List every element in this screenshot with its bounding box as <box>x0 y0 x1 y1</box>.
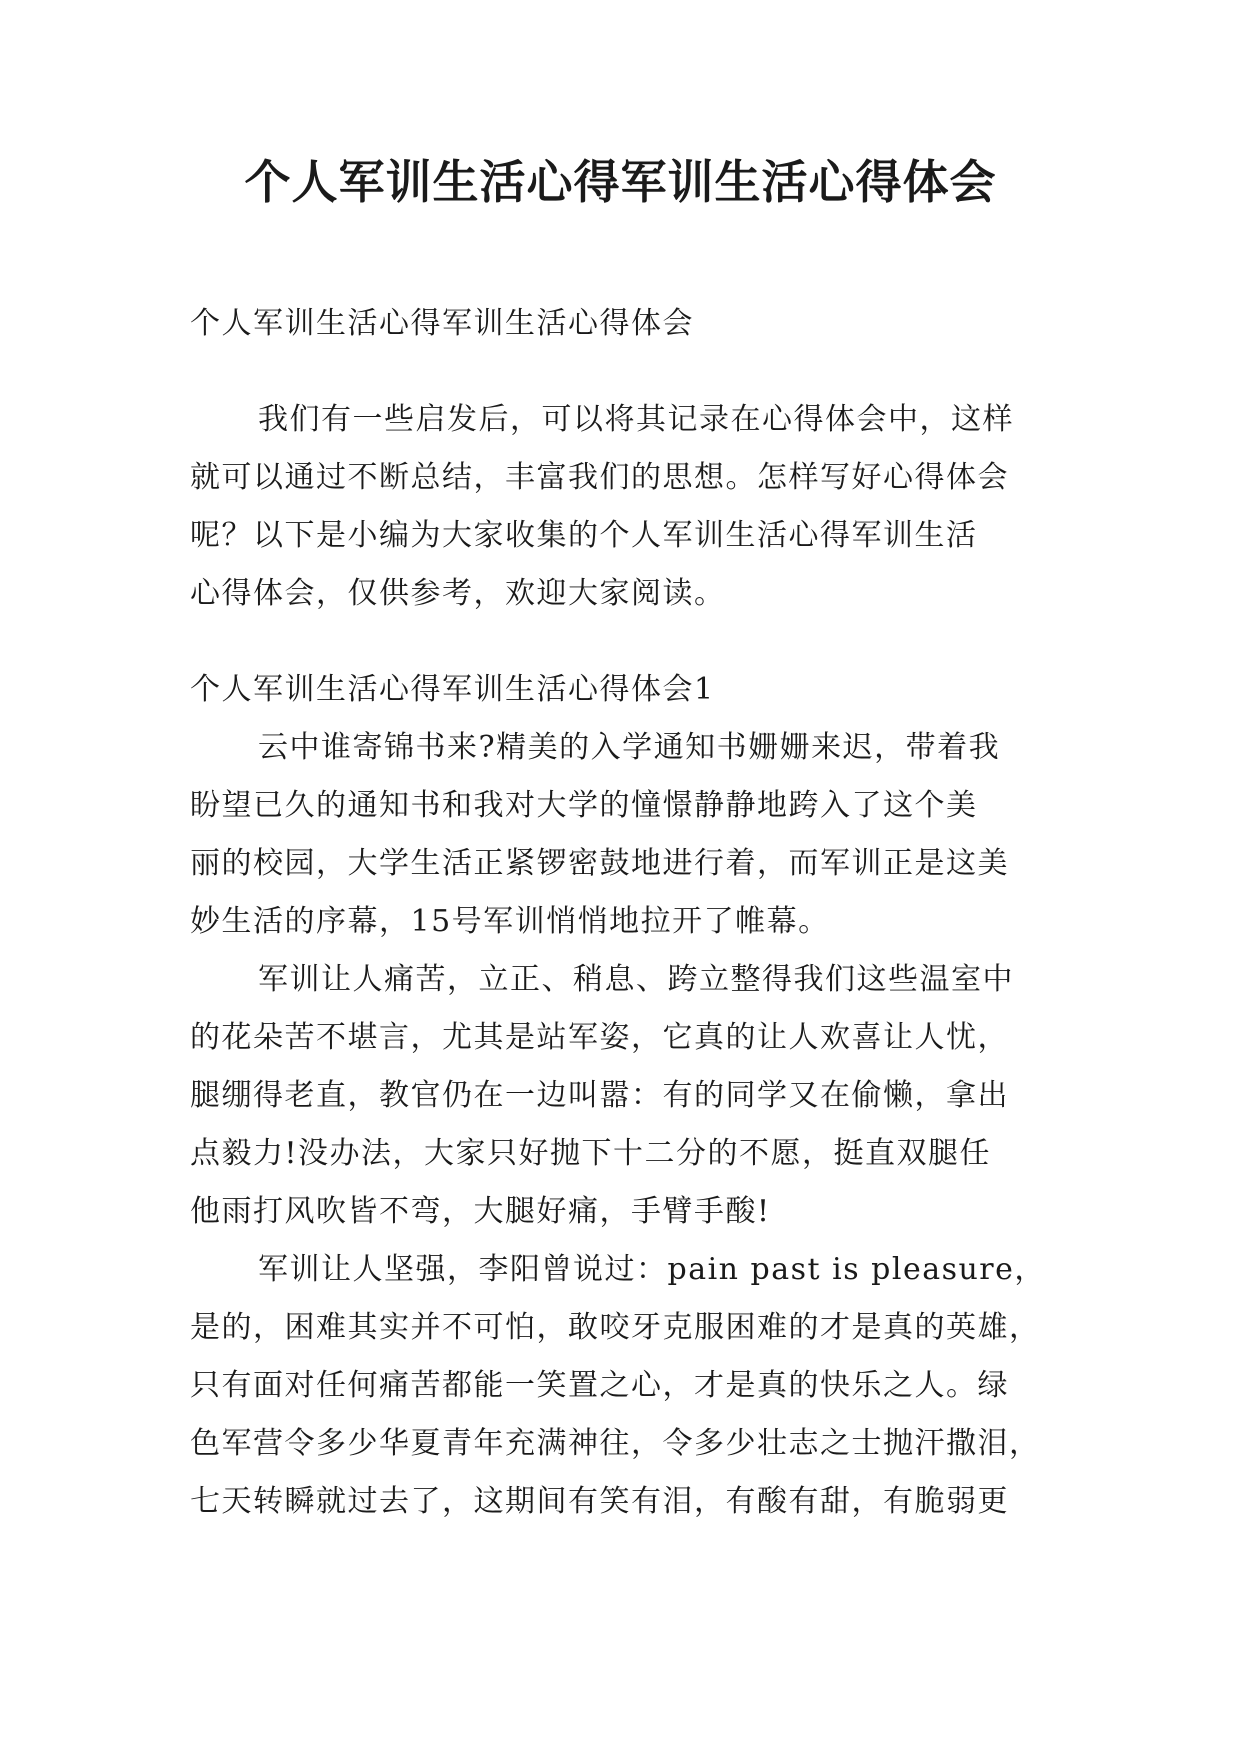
paragraph-line: 是的，困难其实并不可怕，敢咬牙克服困难的才是真的英雄， <box>190 1310 1041 1345</box>
body-paragraph-3 <box>190 1241 1056 1531</box>
paragraph-line: 七天转瞬就过去了，这期间有笑有泪，有酸有甜，有脆弱更 <box>190 1484 1009 1519</box>
body-paragraph-1 <box>190 719 1056 951</box>
paragraph-line: 妙生活的序幕，15号军训悄悄地拉开了帷幕。 <box>190 904 830 939</box>
paragraph-line: 我们有一些启发后，可以将其记录在心得体会中，这样 <box>258 402 1014 437</box>
paragraph-line: 点毅力!没办法，大家只好抛下十二分的不愿，挺直双腿任 <box>190 1136 992 1171</box>
paragraph-line: 就可以通过不断总结，丰富我们的思想。怎样写好心得体会 <box>190 460 1009 495</box>
paragraph-line: 呢？以下是小编为大家收集的个人军训生活心得军训生活 <box>190 518 978 553</box>
section-heading: 个人军训生活心得军训生活心得体会1 <box>190 672 715 707</box>
paragraph-line: 军训让人痛苦，立正、稍息、跨立整得我们这些温室中 <box>258 962 1014 997</box>
paragraph-line: 的花朵苦不堪言，尤其是站军姿，它真的让人欢喜让人忧， <box>190 1020 1009 1055</box>
intro-paragraph <box>190 391 1056 623</box>
paragraph-line: 色军营令多少华夏青年充满神往，令多少壮志之士抛汗撒泪， <box>190 1426 1041 1461</box>
paragraph-line: 心得体会，仅供参考，欢迎大家阅读。 <box>190 576 726 611</box>
paragraph-line: 只有面对任何痛苦都能一笑置之心，才是真的快乐之人。绿 <box>190 1368 1009 1403</box>
document-body <box>190 295 1056 1531</box>
paragraph-line: 盼望已久的通知书和我对大学的憧憬静静地跨入了这个美 <box>190 788 978 823</box>
paragraph-line: 丽的校园，大学生活正紧锣密鼓地进行着，而军训正是这美 <box>190 846 1009 881</box>
body-paragraph-2 <box>190 951 1056 1241</box>
document-title: 个人军训生活心得军训生活心得体会 <box>244 155 997 209</box>
paragraph-line: 军训让人坚强，李阳曾说过：pain past is pleasure， <box>258 1252 1046 1287</box>
document-subtitle: 个人军训生活心得军训生活心得体会 <box>190 306 694 341</box>
paragraph-line: 云中谁寄锦书来?精美的入学通知书姗姗来迟，带着我 <box>258 730 1001 765</box>
paragraph-line: 他雨打风吹皆不弯，大腿好痛，手臂手酸! <box>190 1194 771 1229</box>
paragraph-line: 腿绷得老直，教官仍在一边叫嚣：有的同学又在偷懒，拿出 <box>190 1078 1009 1113</box>
